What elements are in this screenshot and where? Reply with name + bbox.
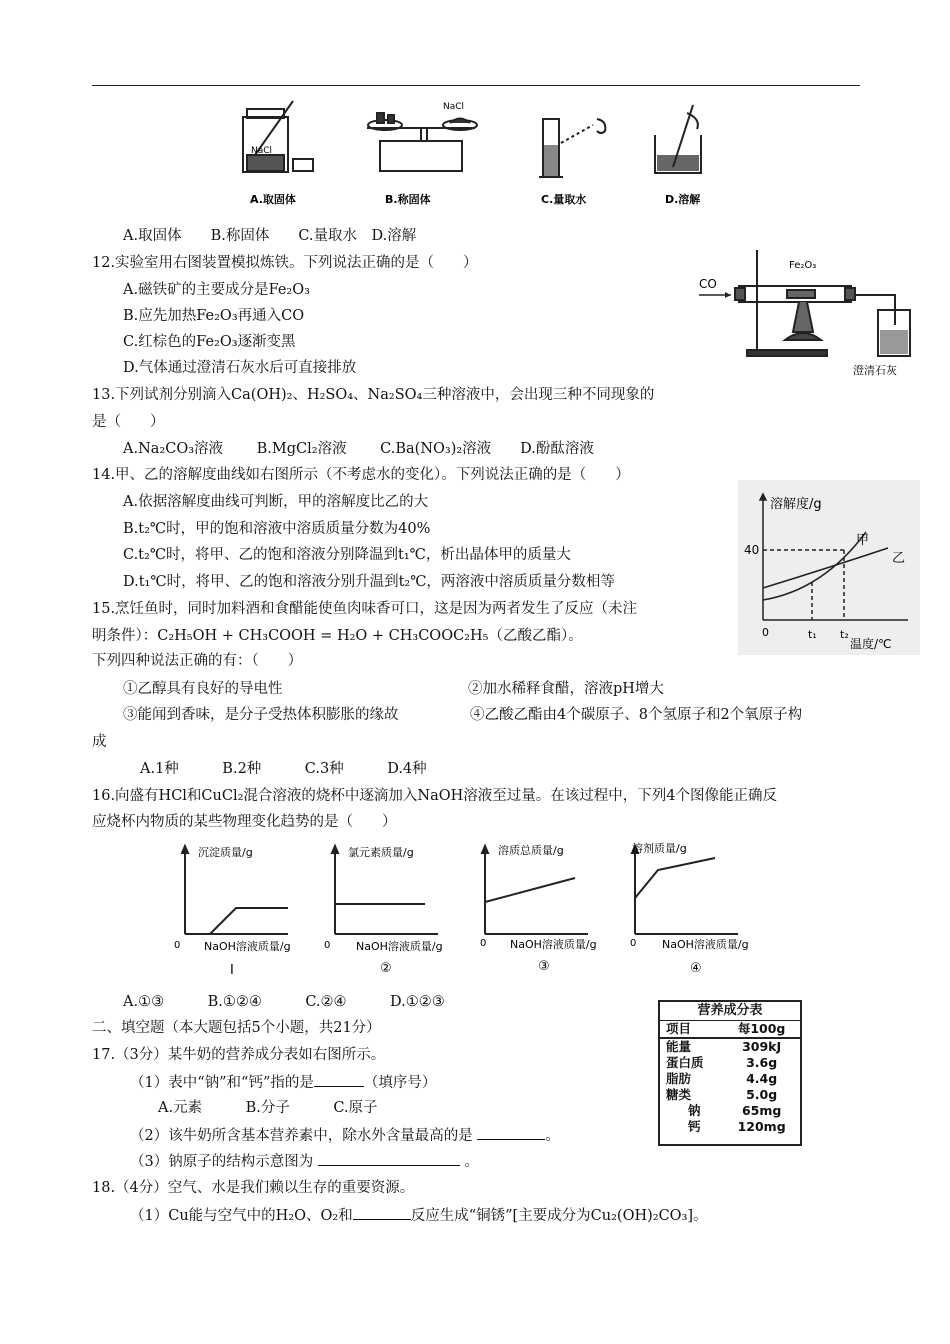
q15-options: A.1种 B.2种 C.3种 D.4种 xyxy=(140,761,427,777)
nutrient-value: 309kJ xyxy=(742,1039,782,1054)
fe2o3-label: Fe₂O₃ xyxy=(789,260,817,271)
nutrition-header-item: 项目 xyxy=(666,1021,692,1036)
section2-title: 二、填空题（本大题包括5个小题，共21分） xyxy=(92,1020,381,1036)
jar-icon xyxy=(243,101,313,172)
table-row xyxy=(660,1055,800,1071)
graph1-ylabel: 沉淀质量/g xyxy=(198,846,253,859)
graph3-ylabel: 溶质总质量/g xyxy=(498,844,564,857)
q15-statement-1: ①乙醇具有良好的导电性 xyxy=(123,681,283,697)
graph1-origin: 0 xyxy=(174,940,181,951)
graph4-ylabel: 溶剂质量/g xyxy=(632,842,687,855)
solubility-t1: t₁ xyxy=(808,628,817,641)
nutrient-value: 5.0g xyxy=(746,1087,778,1102)
q14-option-d: D.t₁℃时，将甲、乙的饱和溶液分别升温到t₂℃，两溶液中溶质质量分数相等 xyxy=(123,574,615,590)
q17-blank2[interactable] xyxy=(477,1125,545,1140)
q12-stem: 12.实验室用右图装置模拟炼铁。下列说法正确的是（ ） xyxy=(92,255,478,271)
q16-stem-line1: 16.向盛有HCl和CuCl₂混合溶液的烧杯中逐滴加入NaOH溶液至过量。在该过程中，下列4个图像能正确反 xyxy=(92,788,778,804)
caption-d: D.溶解 xyxy=(665,193,701,206)
q18-part1 xyxy=(130,1205,708,1226)
limewater-label: 澄清石灰 xyxy=(853,364,897,377)
q17-part1-options: A.元素 B.分子 C.原子 xyxy=(158,1100,378,1116)
header-rule xyxy=(92,85,860,86)
graph2-ylabel: 氯元素质量/g xyxy=(348,846,414,859)
cylinder-icon xyxy=(539,119,605,177)
q15-stem-line3: 下列四种说法正确的有：（ ） xyxy=(92,653,303,669)
q17-part3-text: （3）钠原子的结构示意图为 xyxy=(130,1154,314,1170)
graph4-origin: 0 xyxy=(630,938,637,949)
q15-statement-4: ④乙酸乙酯由4个碳原子、8个氢原子和2个氧原子构 xyxy=(470,707,803,723)
beaker-icon xyxy=(655,105,701,173)
solubility-xlabel: 温度/℃ xyxy=(850,637,892,651)
nutrition-table-title: 营养成分表 xyxy=(660,1002,800,1021)
q14-option-c: C.t₂℃时，将甲、乙的饱和溶液分别降温到t₁℃，析出晶体甲的质量大 xyxy=(123,547,571,563)
solubility-curve-figure xyxy=(738,480,920,655)
nutrient-value: 3.6g xyxy=(746,1055,778,1070)
nutrient-name: 能量 xyxy=(666,1039,692,1054)
q15-stem-line1: 15.烹饪鱼时，同时加料酒和食醋能使鱼肉味香可口，这是因为两者发生了反应（未注 xyxy=(92,601,638,617)
graph4-number: ④ xyxy=(690,961,702,976)
q18-part1-text: （1）Cu能与空气中的H₂O、O₂和 xyxy=(130,1208,353,1224)
table-row xyxy=(660,1103,800,1119)
q13-options: A.Na₂CO₃溶液 B.MgCl₂溶液 C.Ba(NO₃)₂溶液 D.酚酞溶液 xyxy=(123,441,594,457)
balance-icon xyxy=(367,113,477,171)
graph2-origin: 0 xyxy=(324,940,331,951)
graph3-xlabel: NaOH溶液质量/g xyxy=(510,938,597,951)
q11-options: A.取固体 B.称固体 C.量取水 D.溶解 xyxy=(123,228,417,244)
lab-operations-figure xyxy=(225,95,730,215)
q17-part2-text-b: 。 xyxy=(545,1128,560,1144)
q12-option-b: B.应先加热Fe₂O₃再通入CO xyxy=(123,308,305,324)
graph3-number: ③ xyxy=(538,959,550,974)
nutrient-name: 钙 xyxy=(688,1119,701,1134)
table-row xyxy=(660,1071,800,1087)
solubility-t2: t₂ xyxy=(840,628,849,641)
q15-statement-4-cont: 成 xyxy=(92,734,107,750)
q17-part2 xyxy=(130,1125,560,1146)
nacl-balance-label: NaCl xyxy=(443,102,465,112)
graph1-number: Ⅰ xyxy=(230,963,234,978)
q16-options: A.①③ B.①②④ C.②④ D.①②③ xyxy=(123,994,445,1010)
caption-a: A.取固体 xyxy=(250,193,296,206)
curve-jia-label: 甲 xyxy=(856,533,870,548)
q13-stem-line2: 是（ ） xyxy=(92,414,165,430)
q15-statement-3: ③能闻到香味，是分子受热体积膨胀的缘故 xyxy=(123,707,399,723)
nutrient-name: 蛋白质 xyxy=(666,1055,704,1070)
caption-b: B.称固体 xyxy=(385,193,431,206)
q17-part3 xyxy=(130,1151,479,1172)
nutrition-table-box xyxy=(658,1000,802,1146)
q17-part3-text-b: 。 xyxy=(464,1154,479,1170)
co-label: CO xyxy=(699,277,717,291)
graph2-xlabel: NaOH溶液质量/g xyxy=(356,940,443,953)
graph2-number: ② xyxy=(380,961,392,976)
table-row xyxy=(660,1087,800,1103)
q17-part1 xyxy=(130,1072,436,1093)
graph3-origin: 0 xyxy=(480,938,487,949)
q12-option-c: C.红棕色的Fe₂O₃逐渐变黑 xyxy=(123,334,296,350)
q14-stem: 14.甲、乙的溶解度曲线如右图所示（不考虑水的变化）。下列说法正确的是（ ） xyxy=(92,467,630,483)
nutrition-table xyxy=(660,1021,800,1135)
q17-part1-text-b: （填序号） xyxy=(363,1075,437,1091)
nutrient-name: 脂肪 xyxy=(666,1071,692,1086)
q15-stem-line2: 明条件）：C₂H₅OH + CH₃COOH = H₂O + CH₃COOC₂H₅（乙酸乙酯）。 xyxy=(92,628,583,644)
table-row xyxy=(660,1119,800,1135)
q13-stem-line1: 13.下列试剂分别滴入Ca(OH)₂、H₂SO₄、Na₂SO₄三种溶液中，会出现三种不同现象的 xyxy=(92,387,655,403)
solubility-origin: 0 xyxy=(762,626,769,639)
q17-blank3[interactable] xyxy=(318,1151,460,1166)
q12-option-d: D.气体通过澄清石灰水后可直接排放 xyxy=(123,360,357,376)
q14-option-b: B.t₂℃时，甲的饱和溶液中溶质质量分数为40% xyxy=(123,521,431,537)
q16-stem-line2: 应烧杯内物质的某些物理变化趋势的是（ ） xyxy=(92,814,397,830)
nutrient-value: 120mg xyxy=(737,1119,786,1134)
curve-yi-label: 乙 xyxy=(892,551,906,566)
nutrition-header-per100g: 每100g xyxy=(737,1021,786,1036)
q17-stem: 17.（3分）某牛奶的营养成分表如右图所示。 xyxy=(92,1047,386,1063)
nacl-jar-label: NaCl xyxy=(251,146,273,156)
q14-option-a: A.依据溶解度曲线可判断，甲的溶解度比乙的大 xyxy=(123,494,429,510)
q16-graphs xyxy=(170,838,749,978)
q17-part1-text: （1）表中“钠”和“钙”指的是 xyxy=(130,1075,314,1091)
q17-blank1[interactable] xyxy=(314,1072,364,1087)
solubility-y40: 40 xyxy=(744,543,760,557)
caption-c: C.量取水 xyxy=(541,193,587,206)
nutrient-value: 4.4g xyxy=(746,1071,778,1086)
q18-blank1[interactable] xyxy=(353,1205,411,1220)
iron-smelting-apparatus xyxy=(695,240,920,380)
nutrient-name: 钠 xyxy=(688,1103,701,1118)
q17-part2-text: （2）该牛奶所含基本营养素中，除水外含量最高的是 xyxy=(130,1128,473,1144)
q15-statement-2: ②加水稀释食醋，溶液pH增大 xyxy=(468,681,664,697)
nutrient-value: 65mg xyxy=(741,1103,782,1118)
solubility-ylabel: 溶解度/g xyxy=(770,497,822,512)
q18-part1-text-b: 反应生成“铜锈”[主要成分为Cu₂(OH)₂CO₃]。 xyxy=(410,1208,708,1224)
nutrient-name: 糖类 xyxy=(666,1087,692,1102)
q12-option-a: A.磁铁矿的主要成分是Fe₂O₃ xyxy=(123,282,310,298)
table-row xyxy=(660,1038,800,1055)
graph1-xlabel: NaOH溶液质量/g xyxy=(204,940,291,953)
graph4-xlabel: NaOH溶液质量/g xyxy=(662,938,749,951)
q18-stem: 18.（4分）空气、水是我们赖以生存的重要资源。 xyxy=(92,1180,415,1196)
